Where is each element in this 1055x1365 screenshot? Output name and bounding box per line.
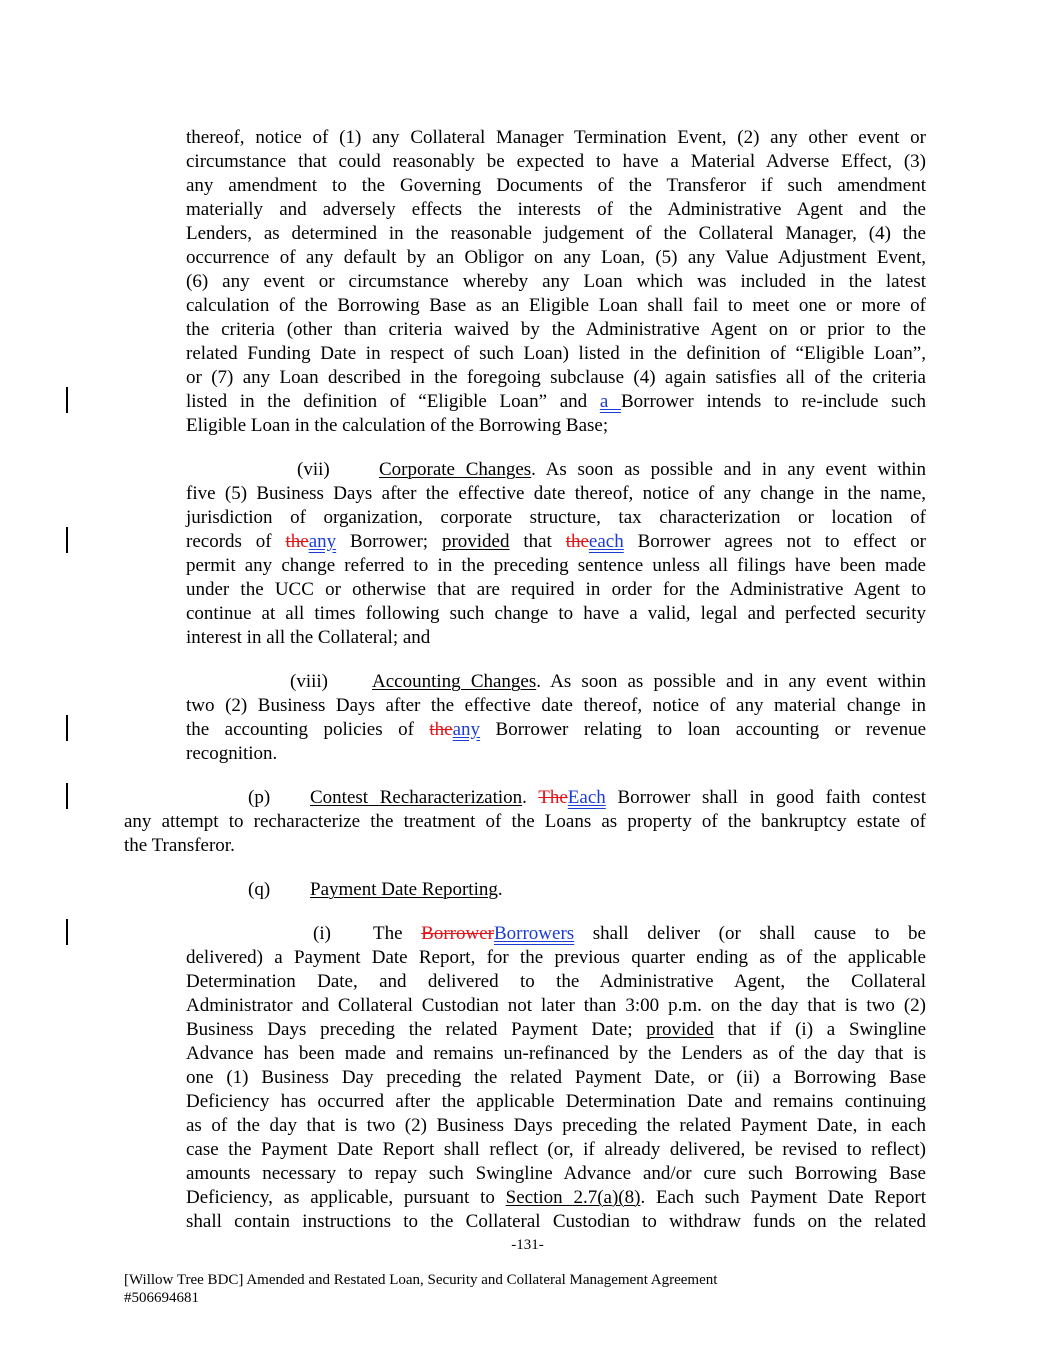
text-line: the criteria (other than criteria waived by the Administrative Agent on or prior to the (186, 319, 926, 340)
deleted-text: the (565, 531, 589, 552)
section-viii-first-line (186, 670, 926, 694)
text-line: interest in all the Collateral; and (186, 627, 431, 648)
inserted-text: a (599, 391, 621, 412)
text-run: . (522, 787, 527, 808)
text-line: materially and adversely effects the interests of the Administrative Agent and the (186, 199, 926, 220)
text-line (186, 1018, 926, 1042)
clause-number: (i) (313, 923, 331, 944)
text-line: Determination Date, and delivered to the Administrative Agent, the Collateral (186, 971, 926, 992)
text-run: Business Days preceding the related Payment Date; (186, 1019, 633, 1040)
section-vii-first-line (186, 458, 926, 482)
text-line: shall contain instructions to the Collateral Custodian to withdraw funds on the related (186, 1211, 926, 1232)
text-line: delivered) a Payment Date Report, for the previous quarter ending as of the applicable (186, 947, 926, 968)
inserted-text: each (588, 531, 624, 552)
text-line: as of the day that is two (2) Business Days preceding the related Payment Date, in each (186, 1115, 926, 1136)
text-line: circumstance that could reasonably be expected to have a Material Adverse Effect, (3) (186, 151, 926, 172)
text-line: related Funding Date in respect of such Loan) listed in the definition of “Eligible Loan”, (186, 343, 926, 364)
text-line: Advance has been made and remains un-refinanced by the Lenders as of the day that is (186, 1043, 926, 1064)
clause-number: (vii) (297, 459, 330, 480)
text-run: . As soon as possible and in any event within (531, 459, 927, 480)
clause-heading: Accounting Changes (372, 671, 537, 692)
text-line: permit any change referred to in the preceding sentence unless all filings have been made (186, 555, 926, 576)
change-bar (66, 715, 68, 741)
text-line (186, 718, 926, 742)
text-run: that (523, 531, 552, 552)
deleted-text: the (285, 531, 309, 552)
text-line: five (5) Business Days after the effective date thereof, notice of any change in the name, (186, 483, 926, 504)
section-i-first-line (186, 922, 926, 946)
text-run: records of (186, 531, 272, 552)
text-line: occurrence of any default by an Obligor on any Loan, (5) any Value Adjustment Event, (186, 247, 926, 268)
text-run: Borrower; (349, 531, 429, 552)
text-line: continue at all times following such change to have a valid, legal and perfected security (186, 603, 926, 624)
text-line: case the Payment Date Report shall reflect (or, if already delivered, be revised to reflect) (186, 1139, 926, 1160)
text-line (186, 390, 926, 414)
change-bar (66, 387, 68, 413)
text-line: thereof, notice of (1) any Collateral Manager Termination Event, (2) any other event or (186, 127, 926, 148)
text-run: Borrower agrees not to effect or (637, 531, 926, 552)
text-run: Borrower relating to loan accounting or revenue (495, 719, 927, 740)
clause-number: (p) (248, 787, 271, 808)
text-line: jurisdiction of organization, corporate structure, tax characterization or location of (186, 507, 926, 528)
page-number: -131- (511, 1237, 544, 1253)
clause-text-line (373, 922, 926, 946)
change-bar (66, 919, 68, 945)
clause-heading: Corporate Changes (379, 459, 532, 480)
text-line: (6) any event or circumstance whereby any Loan which was included in the latest (186, 271, 926, 292)
deleted-text: Borrower (421, 923, 494, 944)
clause-heading-line (310, 878, 503, 902)
change-bar (66, 527, 68, 553)
text-run: . As soon as possible and in any event within (536, 671, 927, 692)
text-line: Administrator and Collateral Custodian not later than 3:00 p.m. on the day that is two (2) (186, 995, 926, 1016)
section-reference: Section 2.7(a)(8) (505, 1187, 641, 1208)
provided-term: provided (441, 531, 510, 552)
inserted-text: Each (567, 787, 606, 808)
text-line: or (7) any Loan described in the foregoing subclause (4) again satisfies all of the criteria (186, 367, 926, 388)
inserted-text: any (308, 531, 337, 552)
text-run: listed in the definition of “Eligible Loan” and (186, 391, 588, 412)
text-line: Deficiency has occurred after the applicable Determination Date and remains continuing (186, 1091, 926, 1112)
inserted-text: any (452, 719, 481, 740)
footer-doc-number: #506694681 (124, 1290, 199, 1306)
section-p-first-line (124, 786, 926, 810)
deleted-text: The (538, 787, 568, 808)
clause-heading: Contest Recharacterization (310, 787, 523, 808)
text-run: that if (i) a Swingline (727, 1019, 927, 1040)
text-line: under the UCC or otherwise that are required in order for the Administrative Agent to (186, 579, 926, 600)
deleted-text: the (429, 719, 453, 740)
text-run: Deficiency, as applicable, pursuant to (186, 1187, 495, 1208)
text-run: The (373, 923, 403, 944)
text-line: any amendment to the Governing Documents of the Transferor if such amendment (186, 175, 926, 196)
text-line: the Transferor. (124, 835, 235, 856)
text-line: two (2) Business Days after the effective date thereof, notice of any material change in (186, 695, 926, 716)
clause-heading-line (310, 786, 926, 810)
text-run: . Each such Payment Date Report (640, 1187, 927, 1208)
text-line: Lenders, as determined in the reasonable judgement of the Collateral Manager, (4) the (186, 223, 926, 244)
clause-heading-line (372, 670, 926, 694)
change-bar (66, 783, 68, 809)
clause-heading: Payment Date Reporting (310, 879, 498, 900)
text-line: calculation of the Borrowing Base as an Eligible Loan shall fail to meet one or more of (186, 295, 926, 316)
footer-title: [Willow Tree BDC] Amended and Restated Loan, Security and Collateral Management Agreement (124, 1272, 718, 1288)
section-q-heading-line (124, 878, 926, 902)
text-line: recognition. (186, 743, 278, 764)
text-run: the accounting policies of (186, 719, 414, 740)
clause-number: (q) (248, 879, 271, 900)
text-line (186, 1186, 926, 1210)
text-line: Eligible Loan in the calculation of the Borrowing Base; (186, 415, 609, 436)
text-line: one (1) Business Day preceding the related Payment Date, or (ii) a Borrowing Base (186, 1067, 926, 1088)
text-run: Borrower intends to re-include such (620, 391, 926, 412)
text-line (186, 530, 926, 554)
provided-term: provided (646, 1019, 714, 1040)
text-run: shall deliver (or shall cause to be (592, 923, 926, 944)
text-line: any attempt to recharacterize the treatment of the Loans as property of the bankruptcy estate of (124, 811, 926, 832)
text-run: . (497, 879, 503, 900)
text-line: amounts necessary to repay such Swingline Advance and/or cure such Borrowing Base (186, 1163, 926, 1184)
inserted-text: Borrowers (493, 923, 575, 944)
clause-heading-line (379, 458, 926, 482)
clause-number: (viii) (290, 671, 328, 692)
text-run: Borrower shall in good faith contest (617, 787, 926, 808)
